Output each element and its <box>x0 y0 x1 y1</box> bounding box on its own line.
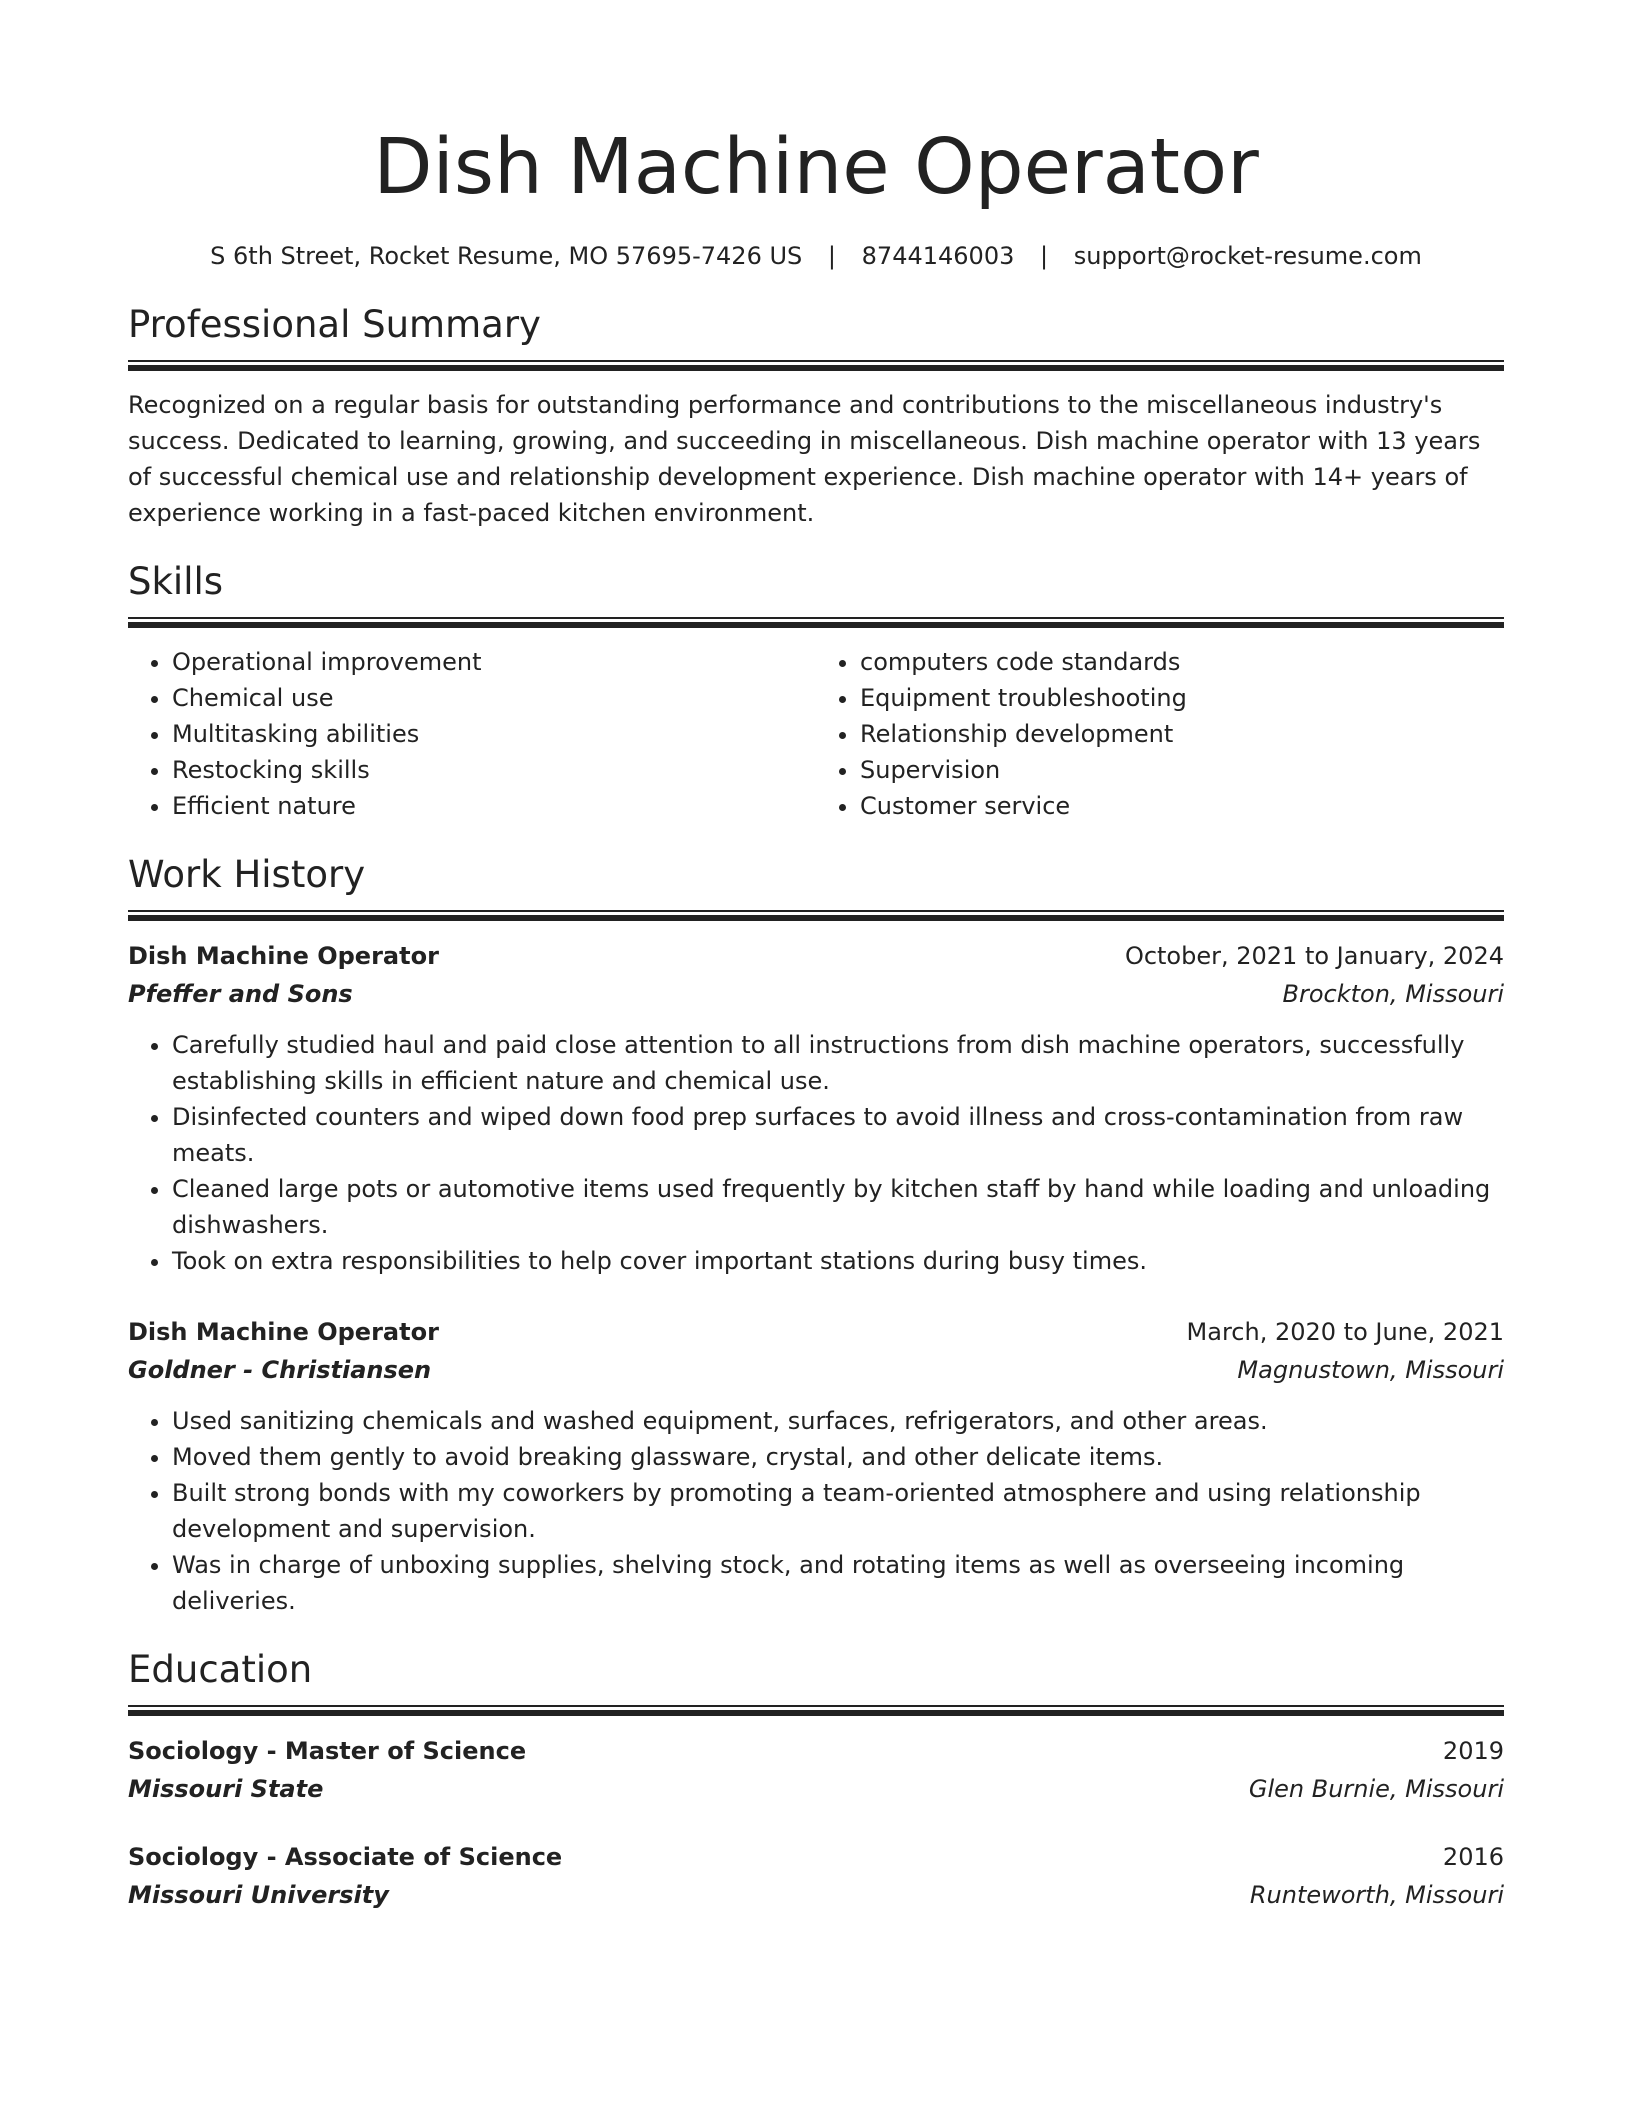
education-location: Runteworth, Missouri <box>1249 1881 1504 1909</box>
skill-item: • Relationship development <box>860 716 1504 752</box>
education-section <box>128 1647 1504 1914</box>
job-header-row <box>128 937 1504 975</box>
section-divider <box>128 1705 1504 1716</box>
job-duty: • Cleaned large pots or automotive items used frequently by kitchen staff by hand while loading and unloading dishwashers. <box>172 1171 1504 1243</box>
job-title: Dish Machine Operator <box>128 1318 439 1346</box>
job-duty: • Disinfected counters and wiped down food prep surfaces to avoid illness and cross-contamination from raw meats. <box>172 1099 1504 1171</box>
skills-section <box>128 559 1504 824</box>
section-title-work-history: Work History <box>128 853 366 896</box>
job-duty: • Used sanitizing chemicals and washed equipment, surfaces, refrigerators, and other areas. <box>172 1403 1504 1439</box>
section-title-education: Education <box>128 1648 313 1691</box>
skill-item: • Customer service <box>860 788 1504 824</box>
education-header-row <box>128 1838 1504 1876</box>
section-divider <box>128 617 1504 628</box>
contact-separator: | <box>827 242 837 270</box>
job-location: Magnustown, Missouri <box>1237 1356 1504 1384</box>
skills-grid <box>128 644 1504 824</box>
job-dates: October, 2021 to January, 2024 <box>1124 942 1504 970</box>
education-location: Glen Burnie, Missouri <box>1248 1775 1504 1803</box>
job-duties-list <box>128 1403 1504 1619</box>
skill-item: • computers code standards <box>860 644 1504 680</box>
education-entry <box>128 1838 1504 1914</box>
resume-name: Dish Machine Operator <box>373 123 1259 212</box>
job-duty: • Built strong bonds with my coworkers by promoting a team-oriented atmosphere and using relationship development and supervision. <box>172 1475 1504 1547</box>
education-header-row <box>128 1732 1504 1770</box>
education-degree: Sociology - Associate of Science <box>128 1843 563 1871</box>
section-divider <box>128 910 1504 921</box>
job-duty: • Was in charge of unboxing supplies, shelving stock, and rotating items as well as overseeing incoming deliveries. <box>172 1547 1504 1619</box>
job-entry <box>128 937 1504 1279</box>
section-title-skills: Skills <box>128 560 224 603</box>
work-history-section <box>128 852 1504 1619</box>
education-entry <box>128 1732 1504 1808</box>
job-subheader-row <box>128 1351 1504 1389</box>
skill-item: • Supervision <box>860 752 1504 788</box>
contact-email: support@rocket-resume.com <box>1073 242 1422 270</box>
education-year: 2019 <box>1442 1737 1504 1765</box>
job-duty: • Carefully studied haul and paid close attention to all instructions from dish machine operators, successfully establishing skills in efficient nature and chemical use. <box>172 1027 1504 1099</box>
education-subheader-row <box>128 1770 1504 1808</box>
skill-item: • Equipment troubleshooting <box>860 680 1504 716</box>
education-degree: Sociology - Master of Science <box>128 1737 527 1765</box>
summary-text: Recognized on a regular basis for outstanding performance and contributions to the miscellaneous industry's success. Dedicated to learning, growing, and succeeding in miscellaneous. Dish machine operator with 13 years of successful chemical use and relationship development experience. Dish machine operator with 14+ years of experience working in a fast-paced kitchen environment. <box>128 391 1481 527</box>
skills-column-left <box>128 644 816 824</box>
section-title-summary: Professional Summary <box>128 303 541 346</box>
education-year: 2016 <box>1442 1843 1504 1871</box>
skill-item: • Restocking skills <box>172 752 816 788</box>
job-duty: • Took on extra responsibilities to help cover important stations during busy times. <box>172 1243 1504 1279</box>
education-school: Missouri University <box>128 1881 389 1909</box>
job-title: Dish Machine Operator <box>128 942 439 970</box>
job-location: Brockton, Missouri <box>1282 980 1504 1008</box>
job-company: Pfeffer and Sons <box>128 980 353 1008</box>
job-duties-list <box>128 1027 1504 1279</box>
job-header-row <box>128 1313 1504 1351</box>
skill-item: • Operational improvement <box>172 644 816 680</box>
education-school: Missouri State <box>128 1775 324 1803</box>
contact-phone: 8744146003 <box>861 242 1015 270</box>
skills-column-right <box>816 644 1504 824</box>
job-subheader-row <box>128 975 1504 1013</box>
job-company: Goldner - Christiansen <box>128 1356 432 1384</box>
job-entry <box>128 1313 1504 1619</box>
contact-line <box>128 240 1504 272</box>
contact-separator: | <box>1040 242 1049 270</box>
skill-item: • Multitasking abilities <box>172 716 816 752</box>
section-divider <box>128 360 1504 371</box>
education-subheader-row <box>128 1876 1504 1914</box>
job-dates: March, 2020 to June, 2021 <box>1186 1318 1504 1346</box>
contact-address: S 6th Street, Rocket Resume, MO 57695-7426 US <box>210 242 803 270</box>
job-duty: • Moved them gently to avoid breaking glassware, crystal, and other delicate items. <box>172 1439 1504 1475</box>
professional-summary-section <box>128 302 1504 531</box>
skill-item: • Chemical use <box>172 680 816 716</box>
skill-item: • Efficient nature <box>172 788 816 824</box>
